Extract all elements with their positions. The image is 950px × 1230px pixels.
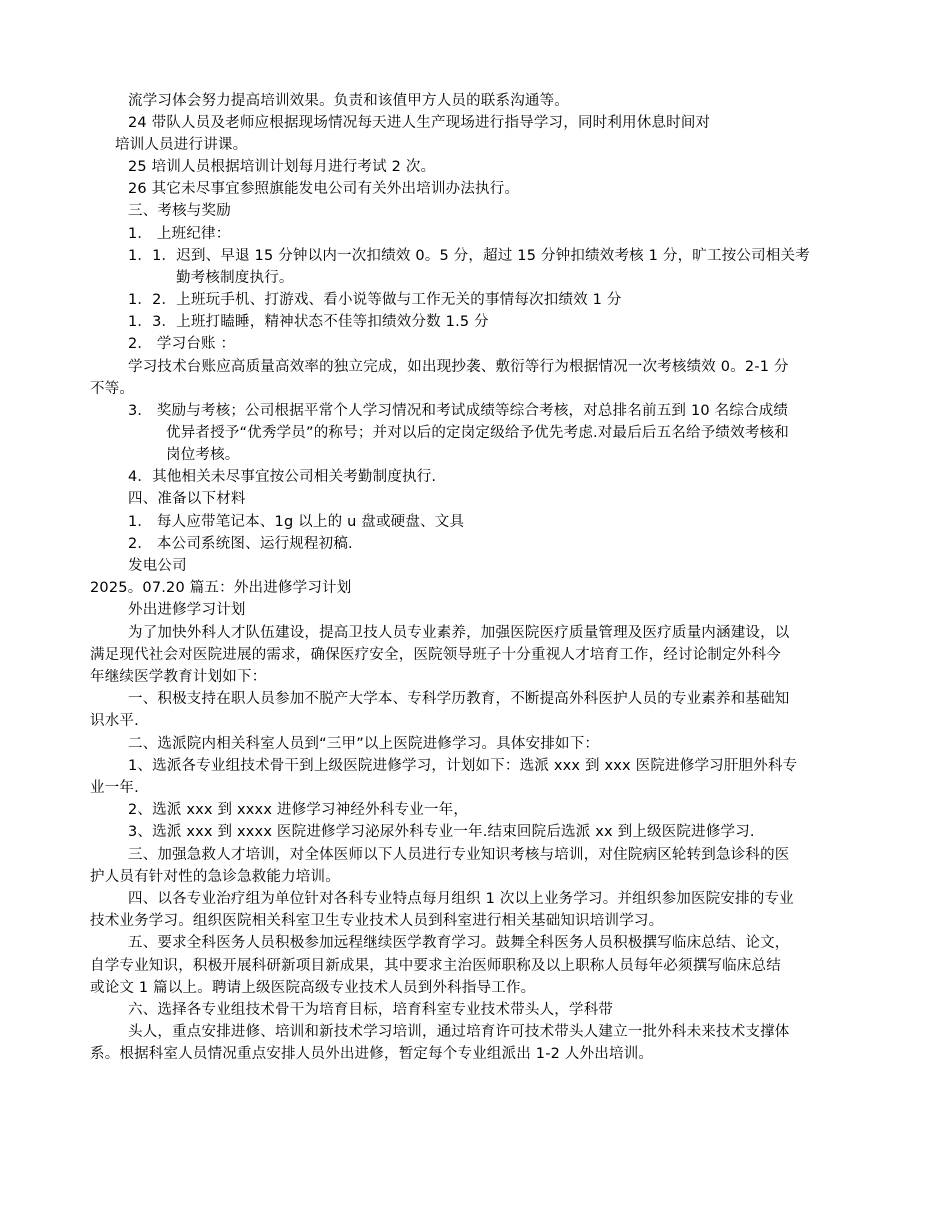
text-line: 26 其它未尽事宜参照旗能发电公司有关外出培训办法执行。 bbox=[128, 181, 520, 197]
text-line: 2． 本公司系统图、运行规程初稿. bbox=[128, 536, 353, 552]
text-line: 2025。07.20 篇五：外出进修学习计划 bbox=[90, 580, 352, 596]
text-line: 3． 奖励与考核；公司根据平常个人学习情况和考试成绩等综合考核，对总排名前五到 10 名综合成绩 bbox=[128, 403, 789, 419]
text-line: 年继续医学教育计划如下： bbox=[90, 669, 267, 685]
text-line: 三、加强急救人才培训，对全体医师以下人员进行专业知识考核与培训，对住院病区轮转到急诊科的医 bbox=[128, 847, 790, 863]
text-line: 自学专业知识，积极开展科研新项目新成果，其中要求主治医师职称及以上职称人员每年必须撰写临床总结 bbox=[90, 958, 781, 974]
text-line: 技术业务学习。组织医院相关科室卫生专业技术人员到科室进行相关基础知识培训学习。 bbox=[90, 913, 664, 929]
text-line: 发电公司 bbox=[128, 558, 187, 574]
text-line: 4．其他相关未尽事宜按公司相关考勤制度执行. bbox=[128, 469, 437, 485]
text-line: 1．3．上班打瞌睡，精神状态不佳等扣绩效分数 1.5 分 bbox=[128, 314, 489, 330]
text-line: 25 培训人员根据培训计划每月进行考试 2 次。 bbox=[128, 159, 436, 175]
text-line: 1． 每人应带笔记本、1g 以上的 u 盘或硬盘、文具 bbox=[128, 514, 465, 530]
text-line: 识水平. bbox=[90, 713, 139, 729]
text-line: 四、以各专业治疗组为单位针对各科专业特点每月组织 1 次以上业务学习。并组织参加医院安排的专业 bbox=[128, 891, 794, 907]
text-line: 流学习体会努力提高培训效果。负责和该值甲方人员的联系沟通等。 bbox=[128, 93, 569, 109]
text-line: 六、选择各专业组技术骨干为培育目标，培育科室专业技术带头人，学科带 bbox=[128, 1002, 614, 1018]
text-line: 为了加快外科人才队伍建设，提高卫技人员专业素养，加强医院医疗质量管理及医疗质量内涵建设，以 bbox=[128, 625, 790, 641]
text-line: 不等。 bbox=[90, 381, 135, 397]
text-line: 24 带队人员及老师应根据现场情况每天进人生产现场进行指导学习，同时利用休息时间对 bbox=[128, 115, 711, 131]
text-line: 岗位考核。 bbox=[166, 447, 240, 463]
text-line: 2． 学习台账 ： bbox=[128, 336, 236, 352]
text-line: 1． 上班纪律： bbox=[128, 226, 231, 242]
text-line: 1．2．上班玩手机、打游戏、看小说等做与工作无关的事情每次扣绩效 1 分 bbox=[128, 292, 622, 308]
text-line: 或论文 1 篇以上。聘请上级医院高级专业技术人员到外科指导工作。 bbox=[90, 980, 536, 996]
text-line: 1、选派各专业组技术骨干到上级医院进修学习，计划如下：选派 xxx 到 xxx 医院进修学习肝胆外科专 bbox=[128, 758, 798, 774]
text-line: 勤考核制度执行。 bbox=[176, 270, 294, 286]
text-line: 满足现代社会对医院进展的需求，确保医疗安全，医院领导班子十分重视人才培育工作，经讨论制定外科今 bbox=[90, 647, 781, 663]
text-line: 优异者授予“优秀学员”的称号；并对以后的定岗定级给予优先考虑.对最后后五名给予绩效考核和 bbox=[166, 425, 789, 441]
text-line: 一、积极支持在职人员参加不脱产大学本、专科学历教育，不断提高外科医护人员的专业素养和基础知 bbox=[128, 691, 790, 707]
text-line: 头人，重点安排进修、培训和新技术学习培训，通过培育许可技术带头人建立一批外科未来技术支撑体 bbox=[128, 1024, 790, 1040]
text-line: 系。根据科室人员情况重点安排人员外出进修，暂定每个专业组派出 1-2 人外出培训。 bbox=[90, 1046, 654, 1062]
text-line: 3、选派 xxx 到 xxxx 医院进修学习泌尿外科专业一年.结束回院后选派 xx 到上级医院进修学习. bbox=[128, 824, 755, 840]
document-title: 外出进修学习计划 bbox=[128, 602, 246, 618]
text-line: 业一年. bbox=[90, 780, 139, 796]
text-line: 2、选派 xxx 到 xxxx 进修学习神经外科专业一年， bbox=[128, 802, 469, 818]
section-heading: 四、准备以下材料 bbox=[128, 491, 246, 507]
text-line: 培训人员进行讲课。 bbox=[115, 137, 248, 153]
text-line: 1．1．迟到、早退 15 分钟以内一次扣绩效 0。5 分，超过 15 分钟扣绩效考核 1 分，旷工按公司相关考 bbox=[128, 248, 810, 264]
text-line: 二、选派院内相关科室人员到“三甲”以上医院进修学习。具体安排如下： bbox=[128, 736, 600, 752]
section-heading: 三、考核与奖励 bbox=[128, 203, 231, 219]
text-line: 五、要求全科医务人员积极参加远程继续医学教育学习。鼓舞全科医务人员积极撰写临床总结、论文， bbox=[128, 935, 790, 951]
text-line: 护人员有针对性的急诊急救能力培训。 bbox=[90, 869, 340, 885]
text-line: 学习技术台账应高质量高效率的独立完成，如出现抄袭、敷衍等行为根据情况一次考核绩效 0。2-1 分 bbox=[128, 359, 789, 375]
